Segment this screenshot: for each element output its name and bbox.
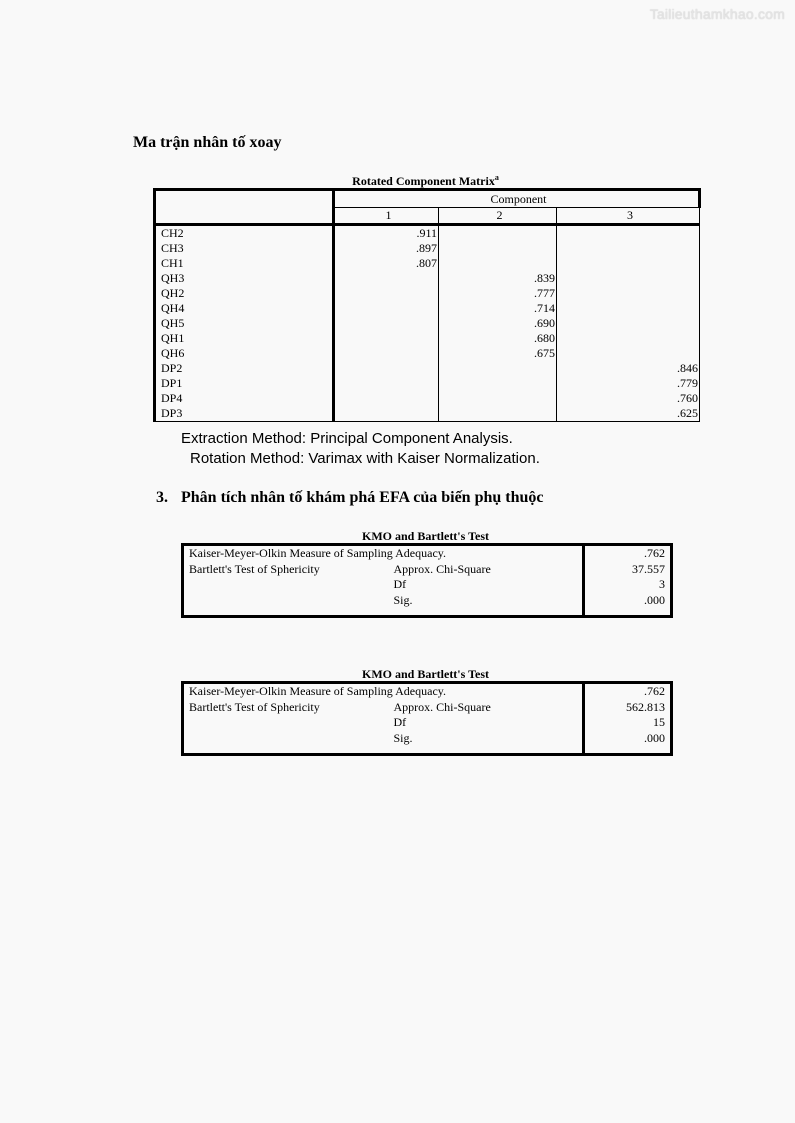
loading-c2 [439, 361, 557, 376]
df-value: 15 [584, 715, 672, 731]
loading-c3 [557, 241, 700, 256]
extraction-note: Extraction Method: Principal Component Analysis. [181, 430, 513, 447]
df-label: Df [389, 715, 584, 731]
loading-c3 [557, 225, 700, 242]
row-label: DP2 [155, 361, 334, 376]
kmo-table-1-title: KMO and Bartlett's Test [361, 529, 489, 543]
column-header-2: 2 [439, 208, 557, 225]
rotated-component-matrix [153, 188, 701, 422]
watermark: Tailieuthamkhao.com [649, 6, 785, 22]
loading-c1 [334, 331, 439, 346]
loading-c3 [557, 316, 700, 331]
matrix-row [155, 256, 700, 271]
section-title: Ma trận nhân tố xoay [133, 134, 282, 151]
row-label: DP3 [155, 406, 334, 422]
matrix-row [155, 331, 700, 346]
row-label: CH3 [155, 241, 334, 256]
loading-c1 [334, 271, 439, 286]
rotation-note: Rotation Method: Varimax with Kaiser Normalization. [190, 450, 540, 467]
chi-label: Approx. Chi-Square [389, 562, 584, 578]
matrix-row [155, 316, 700, 331]
loading-c2 [439, 241, 557, 256]
matrix-row [155, 271, 700, 286]
kmo-table-1 [181, 543, 673, 618]
loading-c3: .846 [557, 361, 700, 376]
matrix-row [155, 286, 700, 301]
sig-value: .000 [584, 593, 672, 617]
loading-c3: .625 [557, 406, 700, 422]
bartlett-label: Bartlett's Test of Sphericity [183, 700, 389, 716]
kmo-table-2-title: KMO and Bartlett's Test [361, 667, 489, 681]
chi-value: 37.557 [584, 562, 672, 578]
chi-value: 562.813 [584, 700, 672, 716]
loading-c3 [557, 271, 700, 286]
bartlett-label: Bartlett's Test of Sphericity [183, 562, 389, 578]
section3-number: 3. [156, 489, 168, 506]
kmo-value: .762 [584, 545, 672, 562]
loading-c1: .911 [334, 225, 439, 242]
loading-c2 [439, 376, 557, 391]
df-label: Df [389, 577, 584, 593]
loading-c3 [557, 346, 700, 361]
loading-c3 [557, 286, 700, 301]
matrix-body [155, 225, 700, 422]
loading-c2: .777 [439, 286, 557, 301]
row-label: QH1 [155, 331, 334, 346]
loading-c1 [334, 346, 439, 361]
row-label: QH5 [155, 316, 334, 331]
matrix-row [155, 391, 700, 406]
kmo-label: Kaiser-Meyer-Olkin Measure of Sampling Adequacy. [183, 545, 584, 562]
loading-c2 [439, 391, 557, 406]
loading-c1 [334, 391, 439, 406]
sig-value: .000 [584, 731, 672, 755]
loading-c1: .807 [334, 256, 439, 271]
component-header: Component [334, 190, 700, 208]
loading-c1 [334, 406, 439, 422]
rotated-matrix-caption [153, 173, 698, 189]
matrix-row [155, 225, 700, 242]
matrix-row [155, 241, 700, 256]
row-label: QH6 [155, 346, 334, 361]
row-label: QH2 [155, 286, 334, 301]
loading-c2: .714 [439, 301, 557, 316]
row-label: DP4 [155, 391, 334, 406]
loading-c3 [557, 331, 700, 346]
loading-c1 [334, 316, 439, 331]
kmo-table-2 [181, 681, 673, 756]
loading-c2: .690 [439, 316, 557, 331]
loading-c2: .680 [439, 331, 557, 346]
row-label: CH1 [155, 256, 334, 271]
loading-c3 [557, 301, 700, 316]
section3-heading [156, 489, 543, 507]
row-label: CH2 [155, 225, 334, 242]
loading-c2: .839 [439, 271, 557, 286]
matrix-row [155, 346, 700, 361]
matrix-row [155, 301, 700, 316]
sig-label: Sig. [389, 593, 584, 617]
matrix-row [155, 361, 700, 376]
matrix-row [155, 376, 700, 391]
kmo-value: .762 [584, 683, 672, 700]
section3-title: Phân tích nhân tố khám phá EFA của biến phụ thuộc [181, 489, 544, 506]
column-header-1: 1 [334, 208, 439, 225]
loading-c3 [557, 256, 700, 271]
sig-label: Sig. [389, 731, 584, 755]
loading-c2 [439, 406, 557, 422]
loading-c1 [334, 361, 439, 376]
chi-label: Approx. Chi-Square [389, 700, 584, 716]
kmo-label: Kaiser-Meyer-Olkin Measure of Sampling Adequacy. [183, 683, 584, 700]
rotated-matrix-title: Rotated Component Matrix [352, 174, 495, 188]
loading-c2 [439, 256, 557, 271]
row-label: QH3 [155, 271, 334, 286]
row-label: DP1 [155, 376, 334, 391]
loading-c1: .897 [334, 241, 439, 256]
loading-c1 [334, 376, 439, 391]
loading-c1 [334, 286, 439, 301]
loading-c1 [334, 301, 439, 316]
loading-c2: .675 [439, 346, 557, 361]
rotated-matrix-superscript: a [494, 173, 499, 182]
loading-c2 [439, 225, 557, 242]
matrix-row [155, 406, 700, 422]
column-header-3: 3 [557, 208, 700, 225]
loading-c3: .779 [557, 376, 700, 391]
row-label: QH4 [155, 301, 334, 316]
df-value: 3 [584, 577, 672, 593]
loading-c3: .760 [557, 391, 700, 406]
matrix-corner [155, 190, 334, 225]
